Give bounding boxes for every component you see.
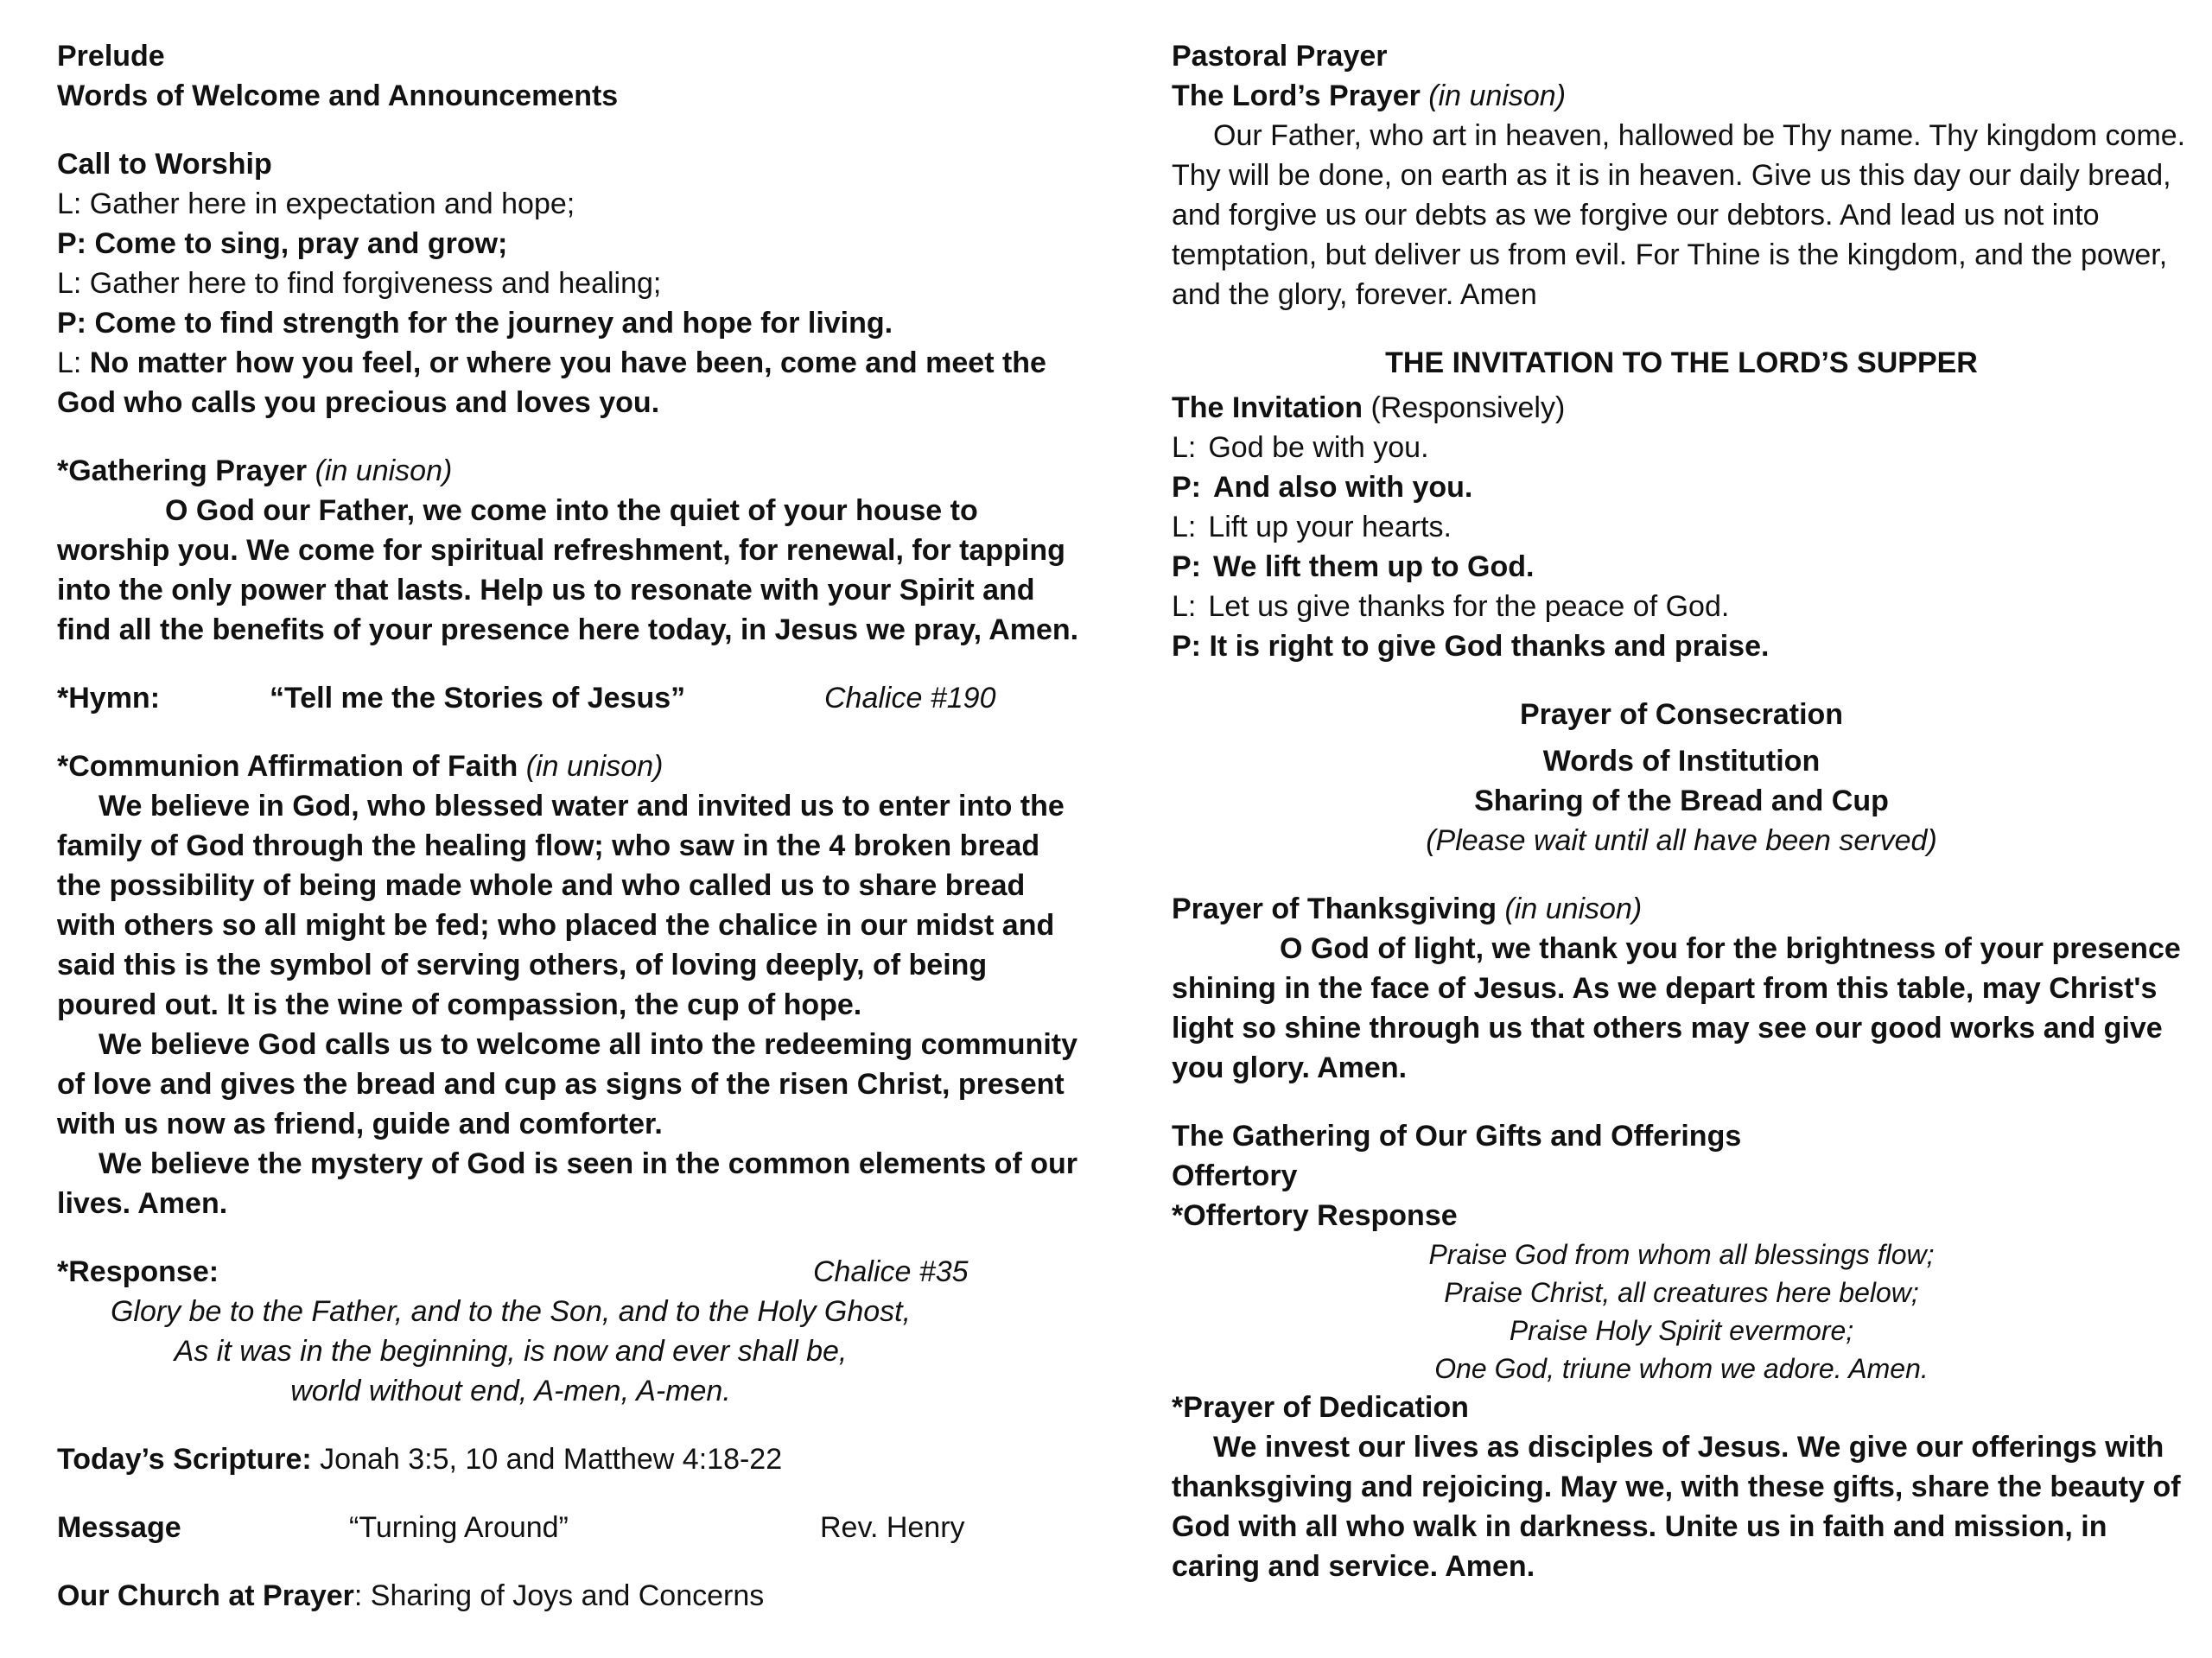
message-label: Message [57,1511,181,1544]
response-line: world without end, A-men, A-men. [290,1375,731,1407]
welcome-heading: Words of Welcome and Announcements [57,79,619,112]
lords-prayer-text: Our Father, who art in heaven, hallowed be Thy name. Thy kingdom come. Thy will be done, on earth as it is in heaven. Give us this day our daily bread, and forgive us our debts as we forgive our debtors. And lead us not into temptation, but deliver us from evil. For Thine is the kingdom, and the power, and the glory, forever. Amen [1172,119,2186,311]
scripture-line: Today’s Scripture: Jonah 3:5, 10 and Matthew 4:18-22 [57,1443,783,1476]
affirmation-section [57,746,1085,1223]
doxology-line: Praise Holy Spirit evermore; [1509,1315,1854,1346]
response-line: Glory be to the Father, and to the Son, and to the Holy Ghost, [110,1295,912,1328]
dedication-text: We invest our lives as disciples of Jesus. We give our offerings with thanksgiving and rejoicing. May we, with these gifts, share the beauty of God with all who walk in darkness. Unite us in faith and mission, in caring and service. Amen. [1172,1431,2181,1583]
thanksgiving-section [1172,889,2191,1088]
doxology-line: Praise God from whom all blessings flow; [1428,1239,1935,1270]
response-verse [57,1292,964,1411]
gifts-heading: The Gathering of Our Gifts and Offerings [1172,1120,1742,1153]
prelude-heading: Prelude [57,40,165,73]
dedication-heading: *Prayer of Dedication [1172,1391,1469,1424]
sharing-heading: Sharing of the Bread and Cup [1474,785,1889,817]
invitation-line: P: We lift them up to God. [1172,550,1535,583]
call-line-3: L: Gather here to find forgiveness and healing; [57,267,662,300]
lords-prayer-heading: The Lord’s Prayer (in unison) [1172,79,1567,112]
gathering-prayer-section [57,451,1085,650]
affirmation-heading: *Communion Affirmation of Faith (in unison) [57,750,664,783]
pastoral-prayer-heading: Pastoral Prayer [1172,40,1388,73]
affirmation-paragraph: We believe the mystery of God is seen in the common elements of our lives. Amen. [57,1147,1077,1220]
call-line-4: P: Come to find strength for the journey and hope for living. [57,307,893,340]
gathering-prayer-text: O God our Father, we come into the quiet of your house to worship you. We come for spiritual refreshment, for renewal, for tapping into the only power that lasts. Help us to resonate with your Spirit and find all the benefits of your presence here today, in Jesus we pray, Amen. [57,494,1079,646]
hymn-title: “Tell me the Stories of Jesus” [270,682,686,715]
institution-heading: Words of Institution [1542,745,1821,778]
offertory-response-heading: *Offertory Response [1172,1199,1458,1232]
affirmation-paragraph: We believe in God, who blessed water and invited us to enter into the family of God through the healing flow; who saw in the 4 broken bread the possibility of being made whole and who called us to share bread with others so all might be fed; who placed the chalice in our midst and said this is the symbol of serving others, of loving deeply, of being poured out. It is the wine of compassion, the cup of hope. [57,790,1065,1021]
call-to-worship-heading: Call to Worship [57,148,272,181]
message-title: “Turning Around” [349,1511,569,1544]
invitation-line: P: And also with you. [1172,471,1473,504]
response-row [57,1252,1085,1292]
invitation-line: L: God be with you. [1172,431,1429,464]
sharing-note: (Please wait until all have been served) [1426,824,1937,857]
left-column [57,36,1085,1616]
church-prayer-line: Our Church at Prayer: Sharing of Joys and Concerns [57,1579,765,1612]
call-line-1: L: Gather here in expectation and hope; [57,187,575,220]
response-line: As it was in the beginning, is now and ever shall be, [174,1335,848,1368]
invitation-section [1172,388,2191,666]
response-reference: Chalice #35 [813,1255,969,1288]
invitation-line: L: Lift up your hearts. [1172,511,1452,543]
consecration-section [1172,695,2191,861]
thanksgiving-text: O God of light, we thank you for the brightness of your presence shining in the face of Jesus. As we depart from this table, may Christ's light so shine through us that others may see our good works and give you glory. Amen. [1172,932,2181,1084]
doxology-line: One God, triune whom we adore. Amen. [1434,1353,1929,1384]
response-label: *Response: [57,1255,219,1288]
response-section [57,1252,1085,1411]
doxology-line: Praise Christ, all creatures here below; [1444,1277,1919,1308]
invitation-line: P: It is right to give God thanks and praise. [1172,630,1770,663]
thanksgiving-heading: Prayer of Thanksgiving (in unison) [1172,893,1643,925]
hymn-reference: Chalice #190 [824,682,996,715]
gathering-prayer-heading: *Gathering Prayer (in unison) [57,454,453,487]
hymn-row [57,678,1085,718]
consecration-heading: Prayer of Consecration [1519,698,1844,731]
message-row [57,1508,1085,1547]
message-speaker: Rev. Henry [820,1511,965,1544]
invitation-title: The Invitation (Responsively) [1172,391,1566,424]
invitation-line: L: Let us give thanks for the peace of God. [1172,590,1730,623]
invitation-heading: THE INVITATION TO THE LORD’S SUPPER [1385,346,1978,379]
hymn-label: *Hymn: [57,682,161,715]
affirmation-paragraph: We believe God calls us to welcome all into the redeeming community of love and gives the bread and cup as signs of the risen Christ, present with us now as friend, guide and comforter. [57,1028,1077,1140]
right-column [1172,36,2191,1586]
call-to-worship-section [57,144,1085,422]
call-line-5: L: No matter how you feel, or where you have been, come and meet the God who calls you precious and loves you. [57,346,1046,419]
offertory-heading: Offertory [1172,1159,1298,1192]
call-line-2: P: Come to sing, pray and grow; [57,227,508,260]
doxology [1172,1236,2191,1388]
offering-section [1172,1116,2191,1586]
